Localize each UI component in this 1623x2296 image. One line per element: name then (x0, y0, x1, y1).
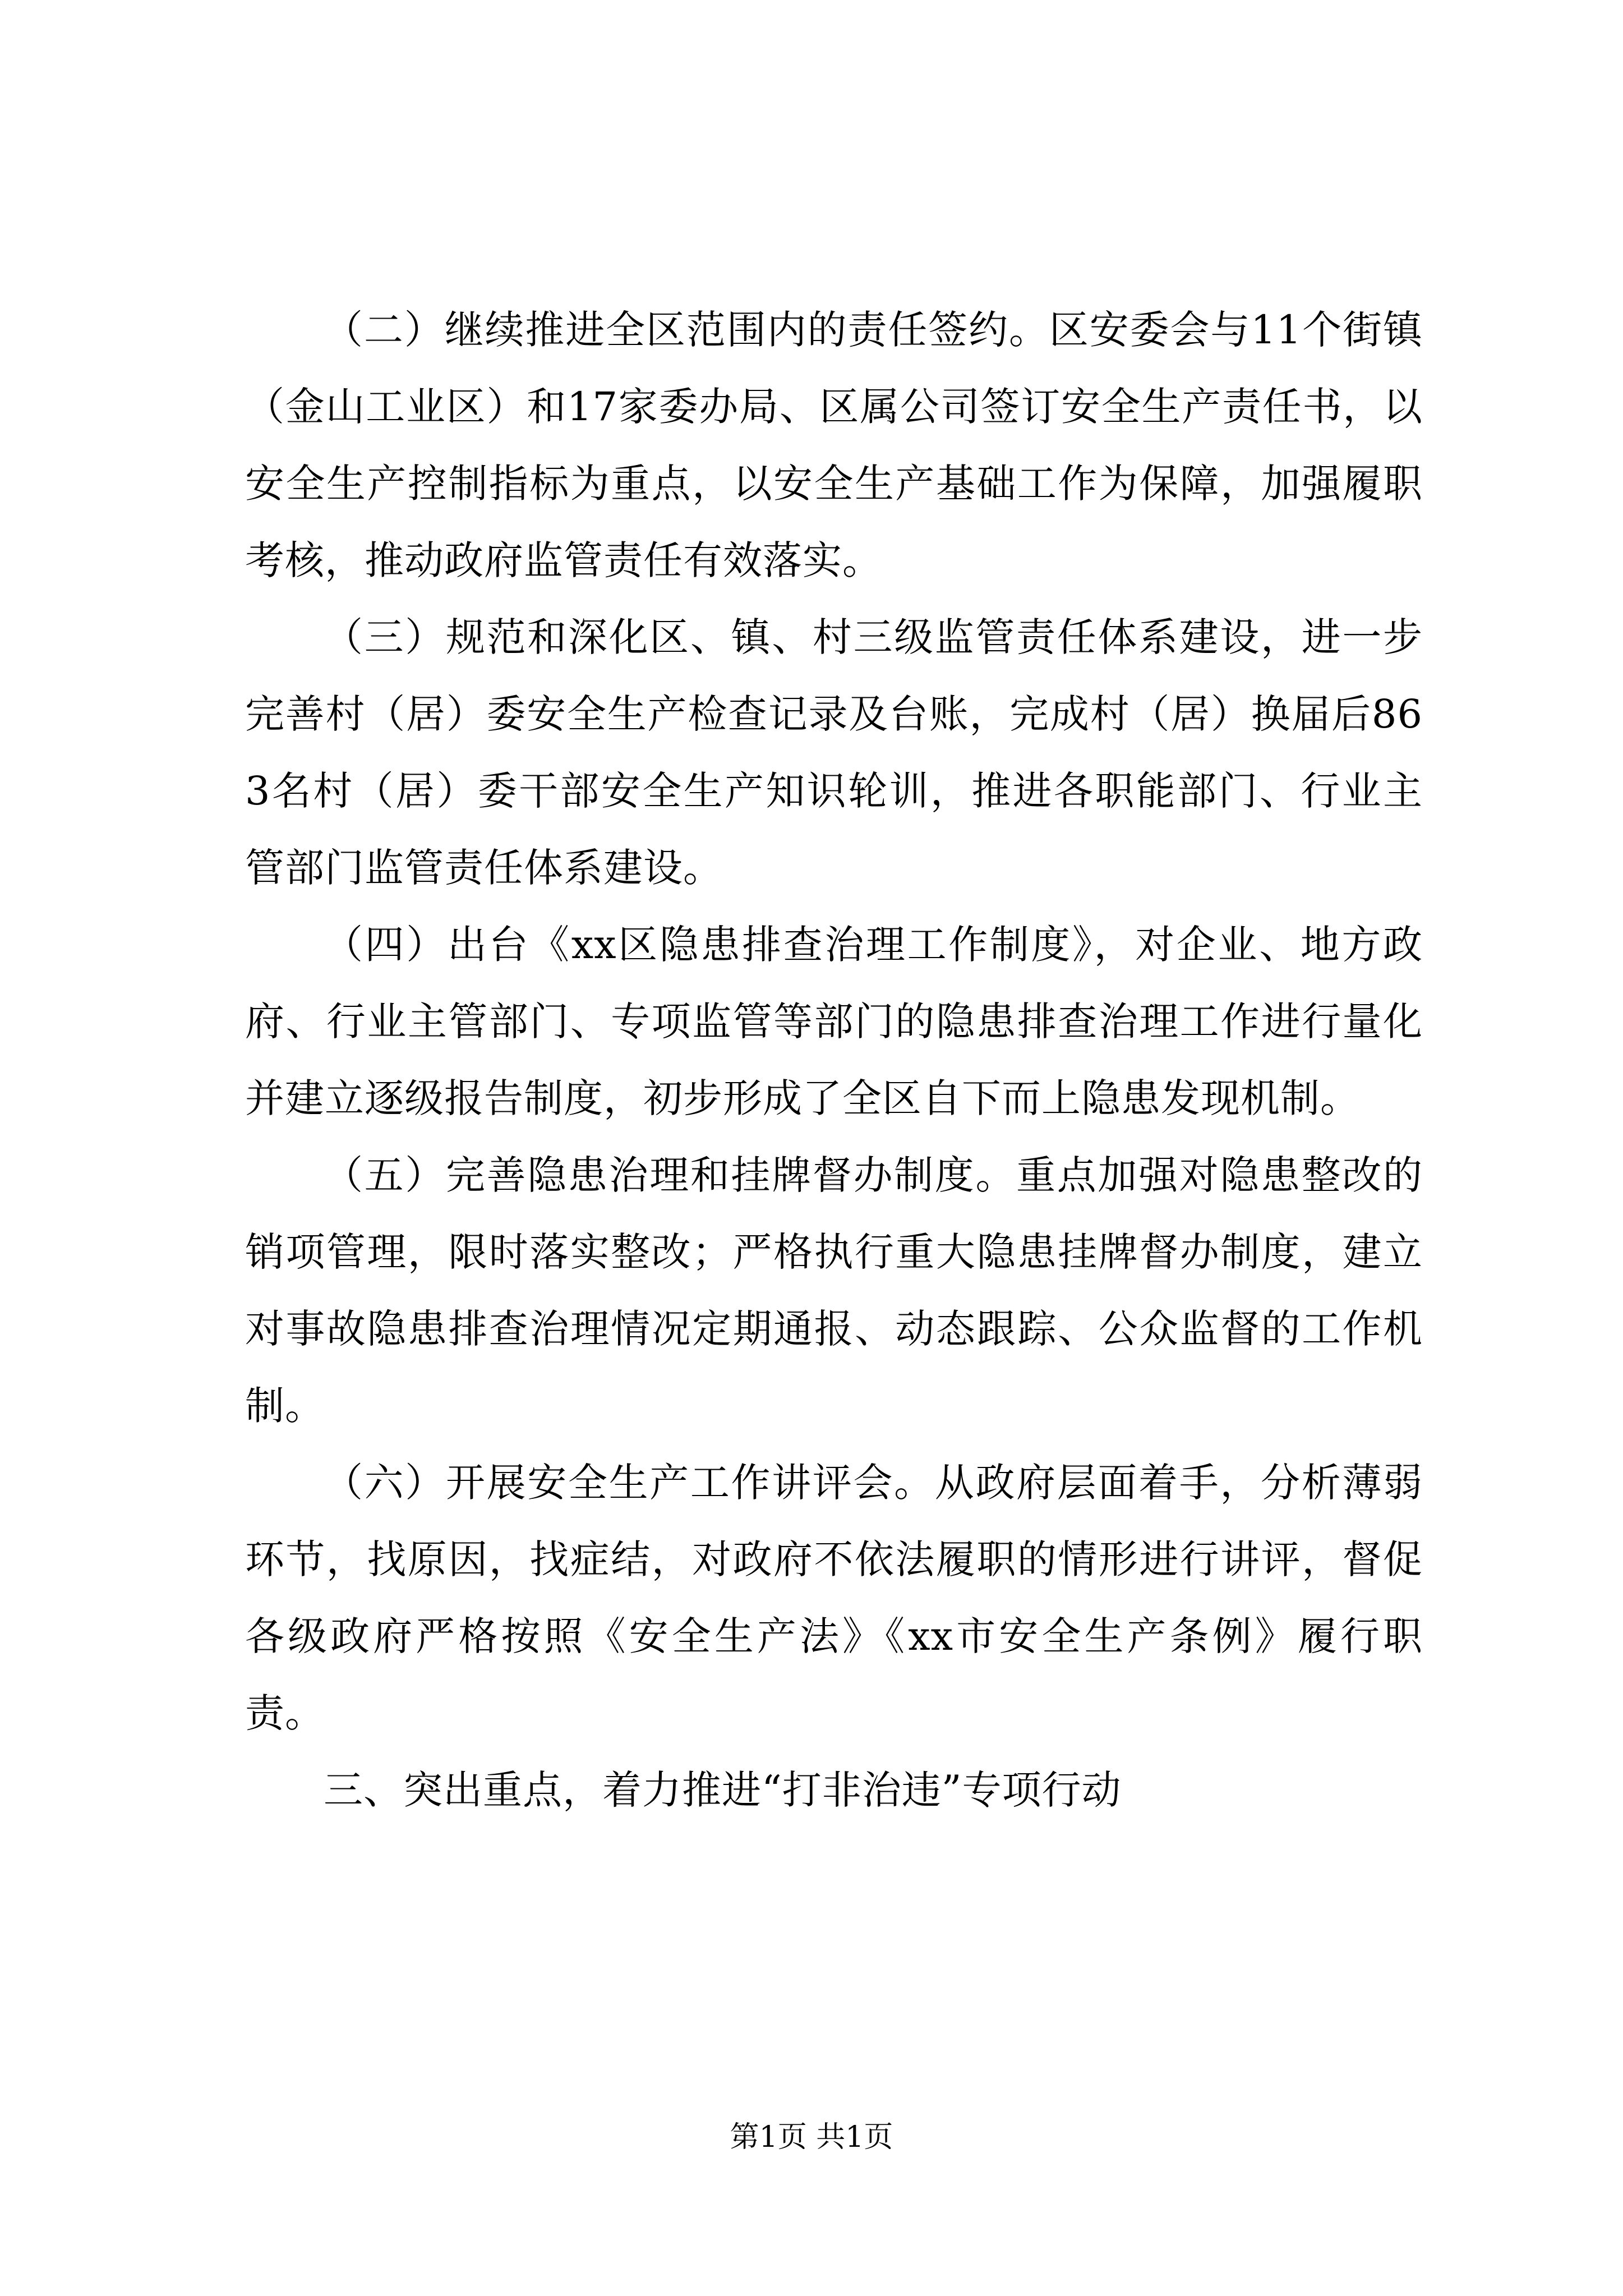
paragraph-6: （六）开展安全生产工作讲评会。从政府层面着手，分析薄弱环节，找原因，找症结，对政府不依法履职的情形进行讲评，督促各级政府严格按照《安全生产法》《xx市安全生产条例》履行职责。 (245, 1460, 1423, 1736)
paragraph-2: （二）继续推进全区范围内的责任签约。区安委会与11个街镇（金山工业区）和17家委办局、区属公司签订安全生产责任书，以安全生产控制指标为重点，以安全生产基础工作为保障，加强履职考核，推动政府监管责任有效落实。 (245, 307, 1423, 583)
paragraph-5: （五）完善隐患治理和挂牌督办制度。重点加强对隐患整改的销项管理，限时落实整改；严格执行重大隐患挂牌督办制度，建立对事故隐患排查治理情况定期通报、动态跟踪、公众监督的工作机制。 (245, 1152, 1423, 1429)
document-body (245, 292, 1423, 1829)
paragraph-4: （四）出台《xx区隐患排查治理工作制度》，对企业、地方政府、行业主管部门、专项监管等部门的隐患排查治理工作进行量化并建立逐级报告制度，初步形成了全区自下而上隐患发现机制。 (245, 922, 1423, 1121)
paragraph-3: （三）规范和深化区、镇、村三级监管责任体系建设，进一步完善村（居）委安全生产检查记录及台账，完成村（居）换届后863名村（居）委干部安全生产知识轮训，推进各职能部门、行业主管部门监管责任体系建设。 (245, 614, 1423, 891)
page-footer: 第1页 共1页 (730, 2120, 893, 2154)
section-heading: 三、突出重点，着力推进“打非治违”专项行动 (324, 1767, 1122, 1813)
